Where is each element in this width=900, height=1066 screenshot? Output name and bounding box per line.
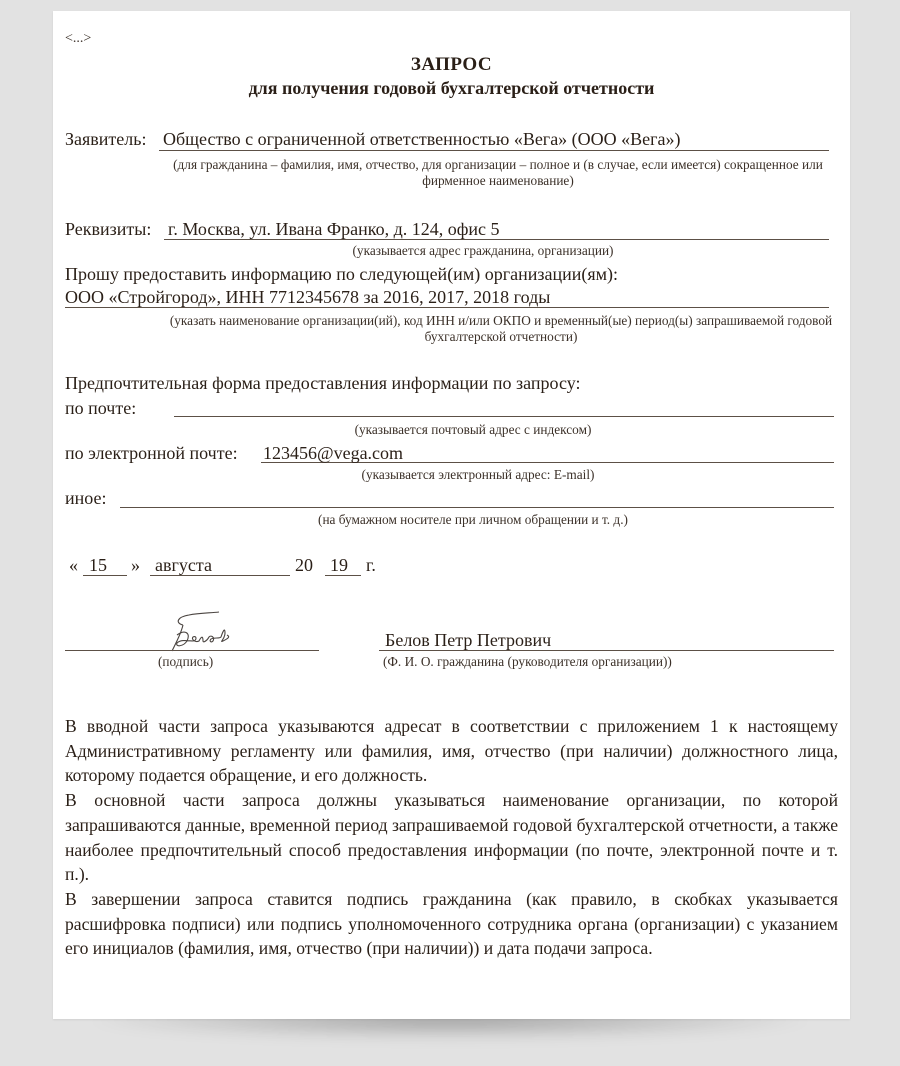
request-label: Прошу предоставить информацию по следующей(им) организации(ям): [65,264,618,284]
document-subtitle: для получения годовой бухгалтерской отчетности [248,78,655,98]
applicant-underline [159,150,829,151]
email-label: по электронной почте: [65,443,238,463]
post-hint: (указывается почтовый адрес с индексом) [354,422,592,437]
email-field[interactable]: 123456@vega.com [263,443,404,463]
applicant-hint: (для гражданина – фамилия, имя, отчество, для организации – полное и (в случае, если имеется) сокращенное или фирменное наименование) [173,157,823,188]
applicant-label: Заявитель: [65,129,147,149]
signature-hint: (подпись) [158,654,214,669]
omission-marker: <...> [65,31,92,46]
date-day-field[interactable]: 15 [89,555,107,575]
requisites-label: Реквизиты: [65,219,152,239]
note-paragraph: В завершении запроса ставится подпись гражданина (как правило, в скобках указывается расшифровка подписи) или подпись уполномоченного сотрудника органа (организации) с указанием его инициалов (фамилия, имя, отчество (при наличии)) и дата подачи запроса. [65,888,838,959]
document-title: ЗАПРОС [410,54,493,75]
post-field[interactable] [178,398,818,418]
other-field[interactable] [123,488,823,508]
other-hint: (на бумажном носителе при личном обращении и т. д.) [318,512,628,527]
date-month-field[interactable]: августа [155,555,212,575]
requisites-field[interactable]: г. Москва, ул. Ивана Франко, д. 124, офис 5 [168,219,500,239]
date-close-quote: » [131,555,140,575]
handwritten-signature-icon [153,609,253,653]
document-page [53,11,850,1019]
request-field[interactable]: ООО «Стройгород», ИНН 7712345678 за 2016, 2017, 2018 годы [65,287,551,307]
delivery-heading: Предпочтительная форма предоставления информации по запросу: [65,373,581,393]
other-label: иное: [65,488,107,508]
date-open-quote: « [69,555,78,575]
post-label: по почте: [65,398,137,418]
signature-underline [65,650,319,651]
note-paragraph: В основной части запроса должны указываться наименование организации, по которой запрашиваются данные, временной период запрашиваемой годовой бухгалтерской отчетности, а также наиболее предпочтительный способ предоставления информации (по почте, электронной почте и т. п.). [65,790,838,885]
explanatory-notes [65,714,838,961]
date-century: 20 [295,555,313,575]
date-year-field[interactable]: 19 [330,555,348,575]
email-hint: (указывается электронный адрес: E-mail) [361,467,595,482]
signer-name: Белов Петр Петрович [385,630,552,650]
date-suffix: г. [366,555,376,575]
note-paragraph: В вводной части запроса указываются адресат в соответствии с приложением 1 к настоящему Административному регламенту или фамилия, имя, отчество (при наличии) должностного лица, которому подается обращение, и его должность. [65,716,838,786]
requisites-hint: (указывается адрес гражданина, организации) [352,243,614,258]
name-underline [379,650,834,651]
name-hint: (Ф. И. О. гражданина (руководителя организации)) [383,654,672,669]
applicant-field[interactable]: Общество с ограниченной ответственностью «Вега» (ООО «Вега») [163,129,681,149]
request-hint: (указать наименование организации(ий), код ИНН и/или ОКПО и временный(ые) период(ы) запрашиваемой годовой бухгалтерской отчетности) [169,313,833,344]
